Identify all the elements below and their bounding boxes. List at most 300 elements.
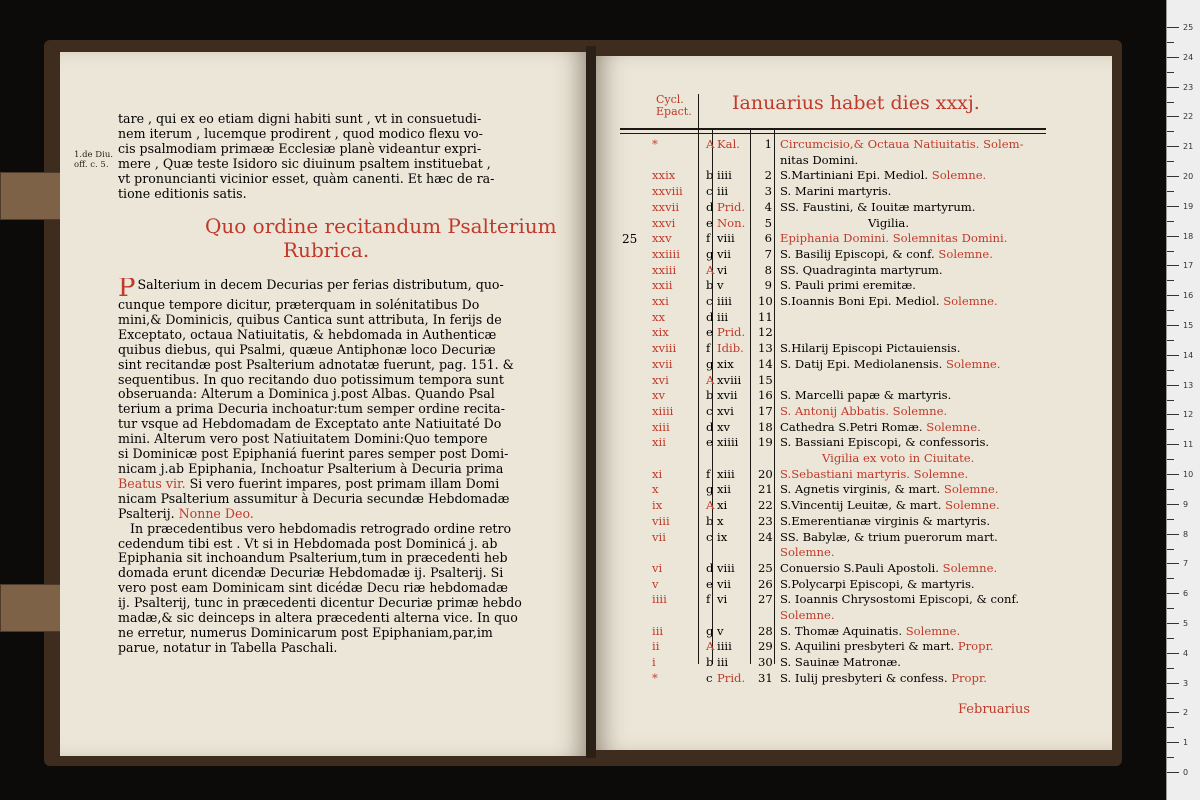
ruler-tick [1167, 608, 1174, 609]
calendar-row [0, 623, 1200, 639]
dominical-letter: e [706, 215, 713, 230]
roman-date: vi [717, 592, 728, 607]
ruler-tick [1167, 519, 1174, 520]
calendar-row [0, 654, 1200, 670]
epact-cell: viii [652, 513, 670, 528]
ruler-tick [1167, 578, 1174, 579]
calendar-row [0, 215, 1200, 231]
feast-rank: Propr. [954, 639, 994, 654]
ruler-tick [1167, 459, 1174, 460]
feast-name: S.Emerentianæ virginis & martyris. [780, 513, 991, 528]
ruler-tick [1167, 623, 1179, 624]
roman-date: xii [717, 482, 731, 497]
ruler-tick [1167, 444, 1179, 445]
calendar-row [0, 513, 1200, 529]
roman-date: xvi [717, 403, 734, 418]
epact-cell: xxiiii [652, 246, 680, 261]
ruler-tick [1167, 683, 1179, 684]
text-line: P Salterium in decem Decurias per ferias distributum, quo- [118, 278, 504, 298]
folio-number: 25 [622, 232, 638, 246]
roman-date: Prid. [717, 325, 746, 340]
feast-name: S. Bassiani Episcopi, & confessoris. [780, 435, 990, 450]
day-number: 10 [758, 294, 773, 308]
day-number: 29 [758, 639, 773, 654]
ruler-label: 22 [1183, 112, 1194, 122]
ruler-label: 14 [1183, 350, 1194, 360]
day-number: 5 [764, 215, 772, 230]
day-number: 16 [758, 388, 773, 403]
dominical-letter: d [706, 560, 714, 575]
ruler-tick [1167, 191, 1174, 192]
roman-date: vii [717, 246, 731, 261]
feast-rank: Solemne. [938, 560, 998, 575]
day-number: 15 [758, 372, 773, 387]
dominical-letter: g [706, 482, 714, 497]
ruler-tick [1167, 370, 1174, 371]
feast-name: S.Hilarij Episcopi Pictauiensis. [780, 341, 961, 356]
text-line: nicam j.ab Epiphania, Inchoatur Psalterium à Decuria prima [118, 461, 504, 476]
text-line: Exceptato, octaua Natiuitatis, & hebdomada in Authenticæ [118, 327, 497, 342]
feast-name: Conuersio S.Pauli Apostoli. Solemne. [780, 560, 998, 575]
epact-cell: * [652, 137, 658, 151]
feast-name: S. Pauli primi eremitæ. [780, 278, 916, 293]
dominical-letter: e [706, 325, 713, 340]
text-line: vero post eam Dominicam sint dicédæ Decu riæ hebdomadæ [118, 581, 508, 596]
feast-name: S. Agnetis virginis, & mart. Solemne. [780, 482, 999, 497]
epact-cell: xxii [652, 278, 673, 293]
drop-capital: P [118, 278, 136, 298]
epact-cell: xxi [652, 294, 669, 308]
ruler-label: 12 [1183, 410, 1194, 420]
ruler-tick [1167, 206, 1179, 207]
feast-name: S. Basilij Episcopi, & conf. Solemne. [780, 246, 993, 261]
feast-rank: Solemne. [934, 246, 993, 261]
text-line: si Dominicæ post Epiphaniá fuerint pares semper post Domi- [118, 447, 509, 462]
feast-name: Cathedra S.Petri Romæ. Solemne. [780, 419, 981, 434]
feast-rank: Solemne. [902, 623, 961, 638]
ruler-tick [1167, 504, 1179, 505]
calendar-row [0, 356, 1200, 372]
text-line: terium a prima Decuria inchoatur:tum semper ordine recita- [118, 402, 505, 417]
epact-cell: i [652, 655, 656, 670]
day-number: 6 [764, 231, 772, 246]
text-line: cunque tempore dicitur, præterquam in solénitatibus Do [118, 298, 480, 312]
feast-rank: Propr. [947, 670, 987, 685]
cycle-label: Cycl. [656, 93, 684, 106]
day-number: 20 [758, 466, 773, 481]
calendar-row [0, 591, 1200, 607]
calendar-row [0, 544, 1200, 560]
dominical-letter: f [706, 592, 711, 607]
text-line: sequentibus. In quo recitando duo potissimum tempora sunt [118, 372, 504, 387]
dominical-letter: d [706, 309, 714, 324]
day-number: 17 [758, 403, 773, 418]
dominical-letter: d [706, 199, 714, 214]
day-number: 18 [758, 419, 773, 434]
roman-date: xviii [717, 372, 742, 387]
day-number: 12 [758, 325, 773, 340]
measurement-ruler [1166, 0, 1200, 800]
roman-date: v [717, 278, 724, 293]
epact-cell: x [652, 482, 659, 497]
roman-date: xv [717, 419, 731, 434]
day-number: 28 [758, 623, 773, 638]
text-line: cedendum tibi est . Vt si in Hebdomada post Dominicá j. ab [118, 536, 498, 551]
dominical-letter: A [706, 137, 715, 151]
feast-name: Solemne. [780, 608, 835, 622]
ruler-tick [1167, 712, 1179, 713]
epact-cell: xxv [652, 231, 672, 246]
text-line: parue, notatur in Tabella Paschali. [118, 640, 338, 655]
ruler-label: 16 [1183, 291, 1194, 301]
dominical-letter: f [706, 466, 711, 481]
text-line: Psalterij. Nonne Deo. [118, 506, 254, 521]
day-number: 11 [758, 309, 773, 324]
epact-cell: xvii [652, 356, 673, 371]
epact-cell: xiii [652, 419, 670, 434]
dominical-letter: f [706, 231, 711, 246]
epact-cell: xxviii [652, 184, 683, 199]
dominical-letter: A [706, 262, 715, 277]
roman-date: v [717, 623, 724, 638]
rubric-title: Quo ordine recitandum Psalterium [205, 214, 557, 238]
epact-cell: * [652, 670, 658, 685]
roman-date: Prid. [717, 670, 746, 685]
calendar-row [0, 529, 1200, 545]
header-rule [620, 128, 1046, 130]
ruler-label: 13 [1183, 380, 1194, 390]
ruler-tick [1167, 340, 1174, 341]
roman-date: viii [717, 560, 735, 575]
dominical-letter: g [706, 356, 714, 371]
margin-note-line: 1.de Diu. [74, 150, 113, 160]
epact-cell: xxix [652, 168, 676, 183]
dominical-letter: A [706, 639, 715, 654]
margin-note-line: off. c. 5. [74, 160, 109, 170]
epact-cell: vii [652, 529, 666, 544]
roman-date: iiii [717, 168, 732, 183]
day-number: 9 [764, 278, 772, 293]
epact-cell: xii [652, 435, 666, 450]
day-number: 1 [764, 137, 772, 151]
ruler-tick [1167, 742, 1179, 743]
dominical-letter: e [706, 435, 713, 450]
epact-cell: xx [652, 309, 666, 324]
calendar-row [0, 576, 1200, 592]
calendar-row [0, 560, 1200, 576]
catchword: Februarius [958, 702, 1031, 717]
roman-date: xiii [717, 466, 735, 481]
text-line: mini. Alterum vero post Natiuitatem Domini:Quo tempore [118, 432, 488, 447]
ruler-tick [1167, 72, 1174, 73]
text-line: domada erunt dicendæ Decuriæ Hebdomadæ ij. Psalterij. Si [118, 566, 504, 581]
roman-date: xiiii [717, 435, 739, 450]
feast-name: S. Iulij presbyteri & confess. Propr. [780, 670, 987, 685]
feast-rank: Solemne. [939, 294, 998, 308]
ruler-label: 19 [1183, 201, 1194, 211]
ruler-label: 21 [1183, 142, 1194, 152]
feast-name: Vigilia. [868, 215, 910, 230]
text-line: ne erretur, numerus Dominicarum post Epiphaniam,par,im [118, 625, 493, 640]
feast-name: S.Vincentij Leuitæ, & mart. Solemne. [780, 498, 1000, 513]
feast-name: Circumcisio,& Octaua Natiuitatis. Solem- [780, 137, 1024, 151]
dominical-letter: g [706, 246, 714, 261]
dominical-letter: e [706, 576, 713, 591]
epact-cell: iii [652, 623, 664, 638]
dominical-letter: c [706, 403, 713, 418]
ruler-label: 8 [1183, 529, 1189, 539]
epact-cell: vi [652, 560, 663, 575]
roman-date: Idib. [717, 341, 744, 356]
feast-name: S. Sauinæ Matronæ. [780, 655, 901, 670]
text-line: Epiphania sit inchoandum Psalterium,tum in præcedenti heb [118, 551, 508, 566]
day-number: 30 [758, 655, 773, 670]
ruler-tick [1167, 563, 1179, 564]
feast-name: S.Martiniani Epi. Mediol. Solemne. [780, 168, 987, 183]
day-number: 7 [764, 246, 772, 261]
feast-rank: Solemne. [922, 419, 981, 434]
roman-date: viii [717, 231, 735, 246]
epact-label: Epact. [656, 105, 692, 118]
day-number: 27 [758, 592, 773, 607]
ruler-label: 17 [1183, 261, 1194, 271]
day-number: 19 [758, 435, 773, 450]
dominical-letter: f [706, 341, 711, 356]
ruler-label: 10 [1183, 470, 1194, 479]
calendar-row [0, 324, 1200, 340]
ruler-tick [1167, 429, 1174, 430]
feast-rank: Solemne. [928, 168, 987, 183]
ruler-tick [1167, 42, 1174, 43]
ruler-label: 25 [1183, 23, 1194, 32]
ruler-tick [1167, 534, 1179, 535]
ruler-tick [1167, 698, 1174, 699]
roman-date: xix [717, 356, 734, 371]
feast-name: S.Polycarpi Episcopi, & martyris. [780, 576, 975, 591]
calendar-title: Ianuarius habet dies xxxj. [732, 92, 980, 114]
ruler-label: 2 [1183, 708, 1189, 718]
text-line: madæ,& sic deinceps in altera præcedenti alterna vice. In quo [118, 611, 518, 626]
text-line: tare , qui ex eo etiam digni habiti sunt , vt in consuetudi- [118, 112, 482, 126]
dominical-letter: g [706, 623, 714, 638]
feast-name: SS. Quadraginta martyrum. [780, 262, 943, 277]
roman-date: Non. [717, 215, 746, 230]
ruler-label: 11 [1183, 440, 1194, 450]
text-line: ij. Psalterij, tunc in præcedenti dicentur Decuriæ primæ hebdo [118, 596, 522, 611]
ruler-label: 5 [1183, 619, 1189, 628]
feast-name: S.Ioannis Boni Epi. Mediol. Solemne. [780, 294, 998, 308]
feast-name: S. Thomæ Aquinatis. Solemne. [780, 623, 961, 638]
roman-date: iiii [717, 294, 732, 308]
text-line: tione editionis satis. [118, 186, 247, 201]
feast-name: nitas Domini. [780, 152, 859, 167]
roman-date: iiii [717, 639, 732, 654]
dominical-letter: b [706, 655, 714, 670]
epact-cell: xxvii [652, 199, 680, 214]
roman-date: iii [717, 309, 729, 324]
ruler-label: 24 [1183, 52, 1194, 62]
red-incipit: Nonne Deo. [178, 506, 254, 521]
calendar-row [0, 183, 1200, 199]
ruler-tick [1167, 414, 1179, 415]
ruler-tick [1167, 474, 1179, 475]
dominical-letter: b [706, 388, 714, 403]
feast-name: Epiphania Domini. Solemnitas Domini. [780, 231, 1008, 246]
epact-cell: xviii [652, 341, 677, 356]
day-number: 21 [758, 482, 773, 497]
day-number: 31 [758, 670, 773, 685]
text-line: quibus diebus, qui Psalmi, quæue Antiphonæ loco Decuriæ [118, 342, 496, 357]
ruler-tick [1167, 87, 1179, 88]
feast-name: S. Antonij Abbatis. Solemne. [780, 403, 948, 418]
ruler-tick [1167, 668, 1174, 669]
text-line: tur vsque ad Hebdomadam de Exceptato ante Natiuitaté Do [118, 417, 502, 432]
calendar-row [0, 262, 1200, 278]
calendar-row [0, 293, 1200, 309]
epact-cell: iiii [652, 592, 667, 607]
calendar-row [0, 199, 1200, 215]
ruler-tick [1167, 176, 1179, 177]
dominical-letter: c [706, 670, 713, 685]
feast-name: SS. Babylæ, & trium puerorum mart. [780, 529, 998, 544]
text-line: obseruanda: Alterum a Dominica j.post Albas. Quando Psal [118, 387, 495, 402]
text-line: vt pronuncianti vicinior esset, quàm canenti. Et hæc de ra- [118, 171, 495, 186]
ruler-tick [1167, 310, 1174, 311]
calendar-row [0, 167, 1200, 183]
day-number: 24 [758, 529, 773, 544]
ruler-tick [1167, 102, 1174, 103]
roman-date: Prid. [717, 199, 746, 214]
calendar-row [0, 387, 1200, 403]
epact-cell: xix [652, 325, 669, 340]
calendar-row [0, 340, 1200, 356]
calendar-row [0, 497, 1200, 513]
feast-rank: Solemne. [888, 403, 948, 418]
red-incipit: Beatus vir. [118, 476, 186, 491]
epact-cell: xiiii [652, 403, 674, 418]
epact-cell: xv [652, 388, 666, 403]
day-number: 22 [758, 498, 773, 513]
roman-date: Kal. [717, 137, 740, 151]
ruler-tick [1167, 27, 1179, 28]
day-number: 14 [758, 356, 773, 371]
cycle-epact-header [656, 94, 692, 118]
calendar-row [0, 230, 1200, 246]
feast-name: Solemne. [780, 545, 835, 560]
text-line: nem iterum , lucemque prodirent , quod modico flexu vo- [118, 126, 483, 141]
feast-name: SS. Faustini, & Iouitæ martyrum. [780, 199, 976, 214]
ruler-tick [1167, 57, 1179, 58]
day-number: 3 [764, 184, 772, 199]
calendar-row [0, 607, 1200, 623]
calendar-row [0, 434, 1200, 450]
ruler-label: 18 [1183, 231, 1194, 241]
day-number: 23 [758, 513, 773, 528]
ruler-label: 9 [1183, 499, 1189, 509]
ruler-label: 6 [1183, 589, 1189, 599]
text-line: In præcedentibus vero hebdomadis retrogrado ordine retro [130, 521, 512, 536]
ruler-tick [1167, 772, 1179, 773]
dominical-letter: b [706, 278, 714, 293]
ruler-label: 7 [1183, 559, 1189, 569]
dominical-letter: c [706, 294, 713, 308]
ruler-tick [1167, 355, 1179, 356]
day-number: 4 [764, 199, 772, 214]
ruler-tick [1167, 489, 1174, 490]
roman-date: iii [717, 184, 729, 199]
ruler-label: 23 [1183, 82, 1194, 92]
ruler-tick [1167, 638, 1174, 639]
ruler-label: 1 [1183, 738, 1189, 748]
ruler-tick [1167, 251, 1174, 252]
dominical-letter: c [706, 184, 713, 199]
ruler-tick [1167, 325, 1179, 326]
ruler-tick [1167, 549, 1174, 550]
ruler-tick [1167, 116, 1179, 117]
day-number: 26 [758, 576, 773, 591]
feast-name: S. Aquilini presbyteri & mart. Propr. [780, 639, 994, 654]
calendar-row [0, 638, 1200, 654]
calendar-row [0, 309, 1200, 325]
ruler-tick [1167, 295, 1179, 296]
feast-rank: Solem- [979, 137, 1024, 151]
ruler-label: 4 [1183, 648, 1189, 658]
dominical-letter: d [706, 419, 714, 434]
header-rule-thin [620, 133, 1046, 134]
feast-rank: Solemnitas Domini. [889, 231, 1008, 246]
ruler-tick [1167, 385, 1179, 386]
ruler-tick [1167, 727, 1174, 728]
ruler-tick [1167, 757, 1174, 758]
calendar-row [0, 403, 1200, 419]
ruler-tick [1167, 400, 1174, 401]
feast-rank: Solemne. [941, 498, 1000, 513]
text-line: nicam Psalterium assumitur à Decuria secundæ Hebdomadæ [118, 491, 510, 506]
epact-cell: xvi [652, 372, 669, 387]
text-line: mere , Quæ teste Isidoro sic diuinum psaltem instituebat , [118, 156, 491, 171]
feast-name: S. Marcelli papæ & martyris. [780, 388, 952, 403]
text-line: mini,& Dominicis, quibus Cantica sunt attributa, In ferijs de [118, 312, 502, 327]
epact-cell: xxiii [652, 262, 677, 277]
calendar-row [0, 481, 1200, 497]
ruler-tick [1167, 653, 1179, 654]
roman-date: x [717, 513, 724, 528]
epact-cell: xxvi [652, 215, 676, 230]
text-line: Beatus vir. Si vero fuerint impares, post primam illam Domi [118, 476, 500, 491]
text-line: sint recitandæ post Psalterium adnotatæ fuerunt, pag. 151. & [118, 357, 514, 372]
roman-date: iii [717, 655, 729, 670]
ruler-tick [1167, 280, 1174, 281]
roman-date: vi [717, 262, 728, 277]
feast-name: Vigilia ex voto in Ciuitate. [822, 451, 975, 465]
day-number: 13 [758, 341, 773, 356]
feast-rank: Solemne. [942, 356, 1001, 371]
day-number: 2 [764, 168, 772, 183]
roman-date: xvii [717, 388, 738, 403]
ruler-tick [1167, 146, 1179, 147]
feast-rank: Solemne. [909, 466, 969, 481]
calendar-row [0, 419, 1200, 435]
dominical-letter: c [706, 529, 713, 544]
text-line: cis psalmodiam primææ Ecclesiæ planè videantur expri- [118, 141, 482, 156]
feast-rank: Solemne. [940, 482, 999, 497]
calendar-row [0, 152, 1200, 168]
calendar-row [0, 246, 1200, 262]
dominical-letter: b [706, 513, 714, 528]
ruler-tick [1167, 265, 1179, 266]
ruler-tick [1167, 131, 1174, 132]
calendar-row [0, 450, 1200, 466]
